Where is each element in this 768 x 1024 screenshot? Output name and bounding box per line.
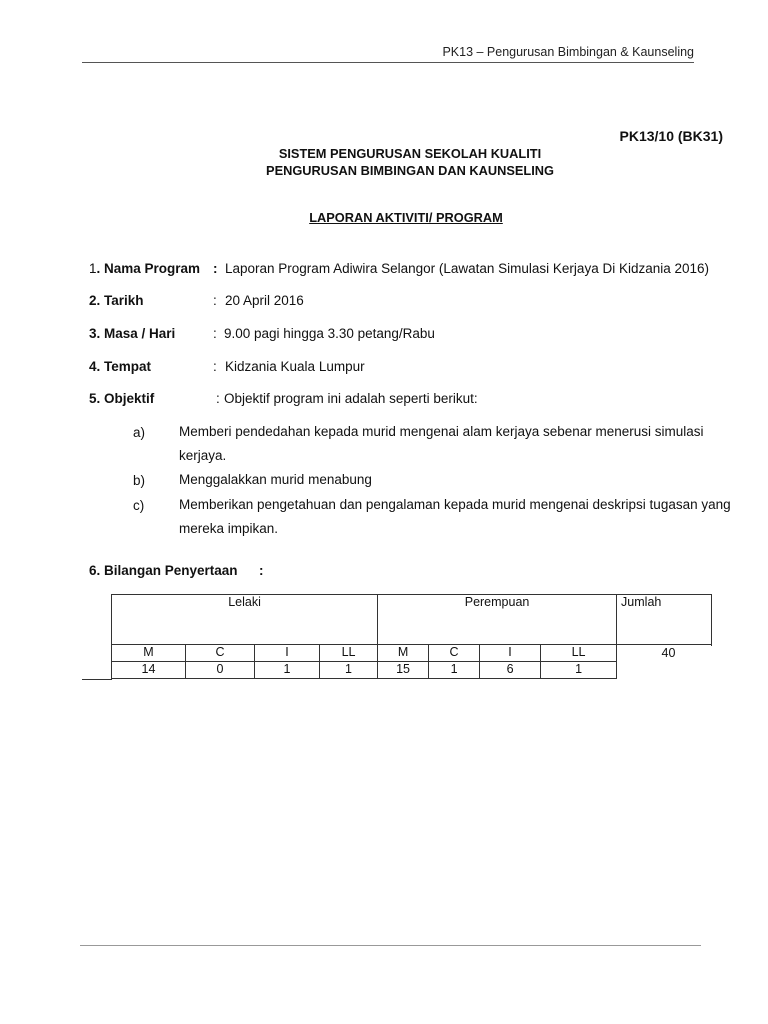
objective-text: Memberi pendedahan kepada murid mengenai alam kerjaya sebenar menerusi simulasi kerjaya. — [179, 424, 704, 463]
field-value: Laporan Program Adiwira Selangor (Lawatan Simulasi Kerjaya Di Kidzania 2016) — [225, 261, 710, 276]
header-lelaki: Lelaki — [112, 595, 378, 645]
subheader-cell: LL — [320, 645, 378, 662]
header-divider — [82, 62, 694, 63]
subheader-cell: LL — [541, 645, 617, 662]
field-label: 4. Tempat — [89, 359, 152, 374]
title-line-2: PENGURUSAN BIMBINGAN DAN KAUNSELING — [266, 163, 554, 178]
field-value: 20 April 2016 — [225, 293, 304, 308]
field-separator: : — [213, 261, 218, 276]
field-label — [89, 261, 200, 276]
report-title: LAPORAN AKTIVITI/ PROGRAM — [309, 210, 503, 225]
field-separator: : — [216, 391, 220, 406]
field-label-text: . Nama Program — [96, 261, 201, 276]
objective-letter: b) — [133, 473, 146, 488]
field-separator: : — [213, 359, 217, 374]
subheader-cell: M — [112, 645, 186, 662]
subheader-cell: I — [480, 645, 541, 662]
field-value: 9.00 pagi hingga 3.30 petang/Rabu — [224, 326, 435, 341]
page-header-text: PK13 – Pengurusan Bimbingan & Kaunseling — [442, 45, 694, 59]
subheader-cell: M — [378, 645, 429, 662]
participation-table — [111, 594, 712, 679]
field-label: 2. Tarikh — [89, 293, 144, 308]
field-value: Kidzania Kuala Lumpur — [225, 359, 365, 374]
subheader-cell: C — [429, 645, 480, 662]
field-label: 5. Objektif — [89, 391, 155, 406]
field-label: 3. Masa / Hari — [89, 326, 176, 341]
subheader-cell: I — [255, 645, 320, 662]
field-separator: : — [213, 293, 217, 308]
footer-divider — [80, 945, 701, 946]
field-label: 6. Bilangan Penyertaan — [89, 563, 238, 578]
title-line-1: SISTEM PENGURUSAN SEKOLAH KUALITI — [278, 146, 542, 161]
field-value: Objektif program ini adalah seperti berikut: — [224, 391, 478, 406]
value-cell: 1 — [429, 662, 480, 679]
table-subheader-row — [112, 645, 712, 662]
field-number: 1 — [89, 261, 97, 276]
value-cell: 1 — [541, 662, 617, 679]
value-cell: 1 — [320, 662, 378, 679]
table-group-header-row — [112, 595, 712, 645]
value-cell: 6 — [480, 662, 541, 679]
field-separator: : — [259, 563, 264, 578]
header-perempuan: Perempuan — [378, 595, 617, 645]
value-cell: 0 — [186, 662, 255, 679]
header-jumlah: Jumlah — [617, 595, 712, 645]
total-value: 40 — [626, 646, 711, 660]
subheader-cell: C — [186, 645, 255, 662]
objective-letter: c) — [133, 498, 145, 513]
objective-letter: a) — [133, 425, 146, 440]
value-cell: 14 — [112, 662, 186, 679]
objective-text: Menggalakkan murid menabung — [179, 472, 372, 487]
document-code: PK13/10 (BK31) — [619, 128, 723, 144]
field-separator: : — [213, 326, 217, 341]
value-cell: 15 — [378, 662, 429, 679]
table-left-rule — [82, 679, 112, 680]
objective-text: Memberikan pengetahuan dan pengalaman kepada murid mengenai deskripsi tugasan yang mereka impikan. — [179, 497, 731, 536]
value-cell: 1 — [255, 662, 320, 679]
table-values-row — [112, 662, 712, 679]
